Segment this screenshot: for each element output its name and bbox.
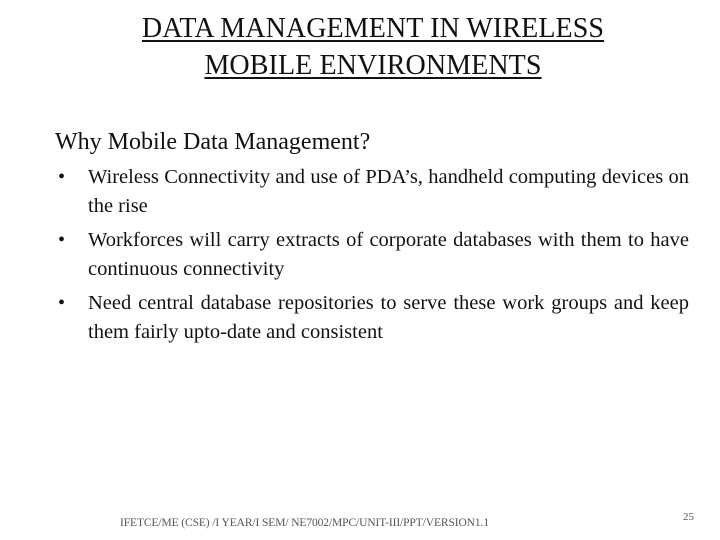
slide-title [0,10,720,84]
page-number: 25 [683,511,694,523]
slide-subtitle: Why Mobile Data Management? [55,129,371,155]
bullet-text: Need central database repositories to serve these work groups and keep them fairly upto-date and consistent [88,292,689,343]
bullet-marker: • [58,229,66,251]
bullet-item [58,289,689,347]
slide-title-line-1: DATA MANAGEMENT IN WIRELESS [141,13,605,44]
slide-footer: IFETCE/ME (CSE) /I YEAR/I SEM/ NE7002/MPC/UNIT-III/PPT/VERSION1.1 [120,517,489,529]
bullet-marker: • [58,166,66,188]
slide-title-line-2: MOBILE ENVIRONMENTS [204,50,542,81]
bullet-item [58,163,689,221]
bullet-text: Wireless Connectivity and use of PDA’s, handheld computing devices on the rise [88,166,689,217]
bullet-list [58,163,689,352]
bullet-text: Workforces will carry extracts of corporate databases with them to have continuous connectivity [88,229,689,280]
bullet-marker: • [58,292,66,314]
bullet-item [58,226,689,284]
